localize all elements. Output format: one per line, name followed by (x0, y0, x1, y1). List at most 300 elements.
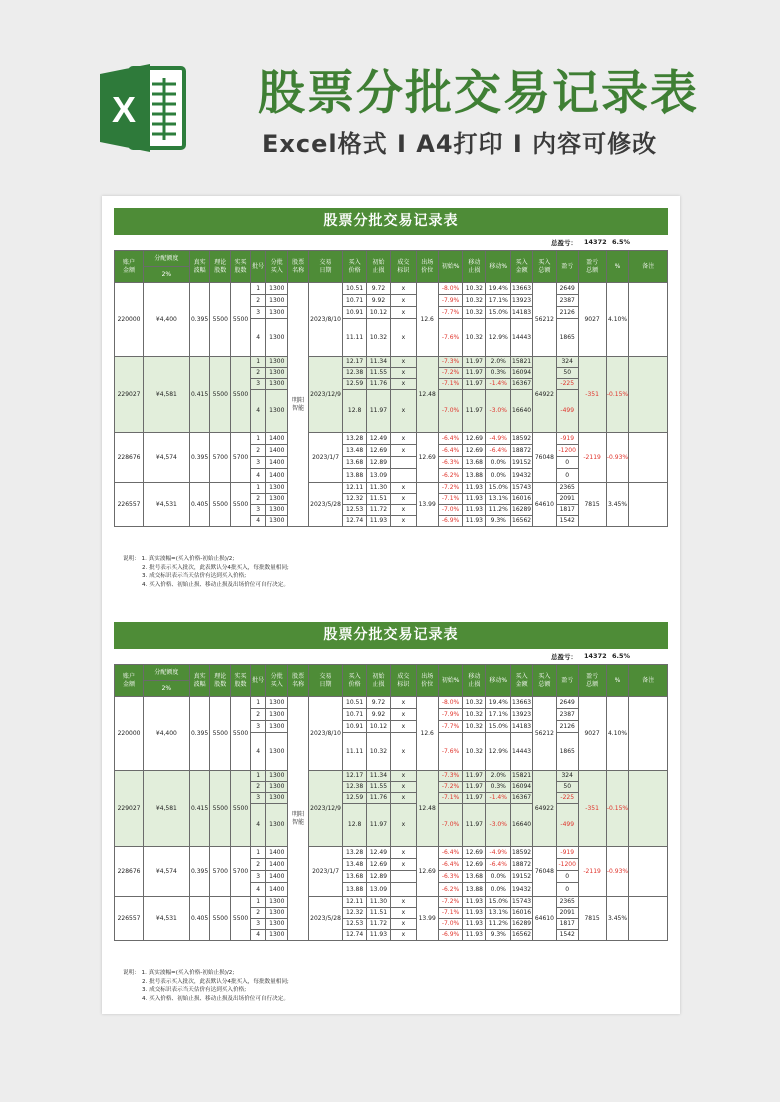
initial-pct-cell: -6.4% (438, 847, 463, 859)
moving-stop-cell: 11.97 (463, 357, 486, 368)
buy-price-cell: 12.17 (343, 357, 367, 368)
column-header: 2% (144, 267, 190, 283)
column-header: 出场 价位 (416, 251, 438, 283)
buy-amount-cell: 18592 (511, 433, 533, 445)
column-header: 实买 股数 (231, 665, 251, 697)
profit-cell: 50 (556, 782, 578, 793)
buy-amount-cell: 14443 (511, 733, 533, 771)
batch-qty-cell: 1300 (266, 494, 288, 505)
initial-pct-cell: -7.0% (438, 390, 463, 433)
total-profit-row (114, 651, 668, 663)
initial-pct-cell: -7.9% (438, 709, 463, 721)
column-header: 买入 总额 (532, 251, 556, 283)
initial-stop-cell: 13.09 (367, 469, 391, 483)
moving-pct-cell: 19.4% (486, 283, 511, 295)
column-header: 移动% (486, 665, 511, 697)
actual-shares-cell: 5500 (231, 357, 251, 433)
profit-cell: 2649 (556, 283, 578, 295)
initial-stop-cell: 12.89 (367, 871, 391, 883)
buy-price-cell: 12.74 (343, 516, 367, 527)
initial-pct-cell: -7.2% (438, 483, 463, 494)
moving-pct-cell: 0.0% (486, 883, 511, 897)
moving-stop-cell: 11.93 (463, 494, 486, 505)
buy-amount-cell: 15821 (511, 357, 533, 368)
exit-price-cell: 13.99 (416, 483, 438, 527)
fill-flag-cell: x (390, 368, 416, 379)
buy-amount-cell: 14183 (511, 721, 533, 733)
column-header: 移动% (486, 251, 511, 283)
alloc-cell: ¥4,581 (144, 357, 190, 433)
moving-stop-cell: 11.93 (463, 505, 486, 516)
buy-amount-cell: 18592 (511, 847, 533, 859)
initial-stop-cell: 11.30 (367, 897, 391, 908)
column-header: 盈亏 总额 (578, 665, 606, 697)
buy-amount-cell: 15743 (511, 483, 533, 494)
profit-cell: 2091 (556, 908, 578, 919)
moving-pct-cell: 15.0% (486, 897, 511, 908)
alloc-cell: ¥4,574 (144, 847, 190, 897)
atr-cell: 0.395 (189, 433, 210, 483)
moving-stop-cell: 10.32 (463, 307, 486, 319)
alloc-cell: ¥4,531 (144, 483, 190, 527)
profit-cell: 0 (556, 883, 578, 897)
profit-total-cell: 7815 (578, 483, 606, 527)
fill-flag-cell: x (390, 390, 416, 433)
moving-pct-cell: -6.4% (486, 445, 511, 457)
initial-pct-cell: -6.9% (438, 516, 463, 527)
moving-pct-cell: 12.9% (486, 319, 511, 357)
profit-pct-cell: -0.15% (606, 771, 629, 847)
initial-stop-cell: 9.72 (367, 283, 391, 295)
buy-total-cell: 64610 (532, 483, 556, 527)
fill-flag-cell: x (390, 295, 416, 307)
buy-amount-cell: 16367 (511, 793, 533, 804)
moving-stop-cell: 10.32 (463, 721, 486, 733)
profit-cell: 1865 (556, 319, 578, 357)
initial-stop-cell: 11.76 (367, 379, 391, 390)
fill-flag-cell: x (390, 445, 416, 457)
buy-total-cell: 56212 (532, 283, 556, 357)
trade-date-cell: 2023/12/9 (308, 771, 342, 847)
fill-flag-cell (390, 457, 416, 469)
moving-pct-cell: 0.3% (486, 782, 511, 793)
buy-price-cell: 10.51 (343, 283, 367, 295)
account-cell: 220000 (115, 283, 144, 357)
remark-cell (629, 357, 668, 433)
batch-no-cell: 4 (250, 930, 266, 941)
actual-shares-cell: 5500 (231, 483, 251, 527)
document-page (102, 196, 680, 1014)
initial-pct-cell: -7.0% (438, 804, 463, 847)
buy-amount-cell: 18872 (511, 445, 533, 457)
theory-shares-cell: 5500 (210, 283, 231, 357)
atr-cell: 0.395 (189, 697, 210, 771)
initial-stop-cell: 12.89 (367, 457, 391, 469)
buy-price-cell: 13.28 (343, 433, 367, 445)
fill-flag-cell (390, 469, 416, 483)
initial-pct-cell: -7.1% (438, 494, 463, 505)
total-profit-label: 总盈亏： (551, 239, 577, 247)
initial-stop-cell: 9.72 (367, 697, 391, 709)
batch-no-cell: 3 (250, 871, 266, 883)
column-header: 账户 金额 (115, 665, 144, 697)
initial-stop-cell: 12.69 (367, 859, 391, 871)
batch-no-cell: 3 (250, 505, 266, 516)
batch-qty-cell: 1300 (266, 804, 288, 847)
initial-pct-cell: -7.1% (438, 908, 463, 919)
moving-stop-cell: 12.69 (463, 859, 486, 871)
batch-no-cell: 2 (250, 445, 266, 457)
exit-price-cell: 13.99 (416, 897, 438, 941)
column-header: 股票 名称 (288, 251, 309, 283)
column-header: 股票 名称 (288, 665, 309, 697)
profit-pct-cell: -0.93% (606, 433, 629, 483)
theory-shares-cell: 5500 (210, 897, 231, 941)
moving-stop-cell: 10.32 (463, 709, 486, 721)
batch-no-cell: 2 (250, 908, 266, 919)
moving-pct-cell: 9.3% (486, 516, 511, 527)
fill-flag-cell: x (390, 919, 416, 930)
initial-stop-cell: 11.34 (367, 357, 391, 368)
note-line: 说明： 1. 真实波幅=(买入价格-初始止损)/2; (123, 970, 235, 976)
fill-flag-cell (390, 871, 416, 883)
column-header: 账户 金额 (115, 251, 144, 283)
moving-pct-cell: 0.0% (486, 469, 511, 483)
batch-no-cell: 3 (250, 919, 266, 930)
buy-total-cell: 56212 (532, 697, 556, 771)
buy-price-cell: 10.71 (343, 709, 367, 721)
batch-qty-cell: 1300 (266, 771, 288, 782)
alloc-cell: ¥4,400 (144, 697, 190, 771)
batch-qty-cell: 1400 (266, 847, 288, 859)
moving-stop-cell: 10.32 (463, 697, 486, 709)
moving-pct-cell: 11.2% (486, 505, 511, 516)
column-header: 真实 波幅 (189, 665, 210, 697)
header (0, 0, 780, 180)
remark-cell (629, 283, 668, 357)
buy-price-cell: 12.38 (343, 782, 367, 793)
profit-cell: 2365 (556, 897, 578, 908)
buy-amount-cell: 16367 (511, 379, 533, 390)
batch-qty-cell: 1300 (266, 319, 288, 357)
fill-flag-cell: x (390, 782, 416, 793)
moving-stop-cell: 11.97 (463, 390, 486, 433)
alloc-cell: ¥4,400 (144, 283, 190, 357)
buy-price-cell: 10.51 (343, 697, 367, 709)
fill-flag-cell: x (390, 859, 416, 871)
batch-no-cell: 1 (250, 483, 266, 494)
initial-stop-cell: 9.92 (367, 709, 391, 721)
exit-price-cell: 12.6 (416, 697, 438, 771)
trade-date-cell: 2023/12/9 (308, 357, 342, 433)
moving-stop-cell: 10.32 (463, 319, 486, 357)
theory-shares-cell: 5500 (210, 771, 231, 847)
moving-stop-cell: 10.32 (463, 295, 486, 307)
batch-qty-cell: 1300 (266, 697, 288, 709)
theory-shares-cell: 5700 (210, 433, 231, 483)
moving-pct-cell: 0.3% (486, 368, 511, 379)
buy-amount-cell: 16289 (511, 505, 533, 516)
buy-price-cell: 11.11 (343, 733, 367, 771)
moving-stop-cell: 11.93 (463, 483, 486, 494)
profit-cell: 2091 (556, 494, 578, 505)
batch-no-cell: 1 (250, 433, 266, 445)
stock-name-cell: 明阳 智能 (288, 697, 309, 941)
batch-qty-cell: 1300 (266, 283, 288, 295)
column-header: 初始% (438, 665, 463, 697)
moving-pct-cell: 9.3% (486, 930, 511, 941)
table-row (115, 283, 668, 295)
trade-date-cell: 2023/8/10 (308, 283, 342, 357)
note-line: 3. 成交标识表示当天估价有达到买入价格; (142, 987, 247, 994)
remark-cell (629, 847, 668, 897)
initial-stop-cell: 11.97 (367, 390, 391, 433)
batch-qty-cell: 1300 (266, 793, 288, 804)
sheet-title: 股票分批交易记录表 (114, 622, 668, 649)
batch-no-cell: 1 (250, 283, 266, 295)
trade-date-cell: 2023/8/10 (308, 697, 342, 771)
column-header: 备注 (629, 665, 668, 697)
initial-stop-cell: 11.34 (367, 771, 391, 782)
batch-no-cell: 1 (250, 847, 266, 859)
excel-icon (100, 62, 188, 154)
buy-amount-cell: 19432 (511, 883, 533, 897)
batch-qty-cell: 1400 (266, 859, 288, 871)
column-header: 成交 标识 (390, 665, 416, 697)
table-row (115, 847, 668, 859)
page-title: 股票分批交易记录表 (258, 66, 699, 121)
column-header: 批号 (250, 251, 266, 283)
profit-pct-cell: -0.93% (606, 847, 629, 897)
moving-pct-cell: 0.0% (486, 871, 511, 883)
buy-amount-cell: 16016 (511, 494, 533, 505)
column-header: 初始% (438, 251, 463, 283)
profit-cell: -225 (556, 793, 578, 804)
buy-price-cell: 13.48 (343, 859, 367, 871)
moving-stop-cell: 13.88 (463, 883, 486, 897)
moving-pct-cell: 11.2% (486, 919, 511, 930)
actual-shares-cell: 5500 (231, 697, 251, 771)
alloc-cell: ¥4,574 (144, 433, 190, 483)
trade-date-cell: 2023/1/7 (308, 433, 342, 483)
moving-stop-cell: 11.97 (463, 782, 486, 793)
initial-stop-cell: 12.69 (367, 445, 391, 457)
theory-shares-cell: 5700 (210, 847, 231, 897)
account-cell: 229027 (115, 357, 144, 433)
actual-shares-cell: 5500 (231, 897, 251, 941)
batch-qty-cell: 1300 (266, 721, 288, 733)
actual-shares-cell: 5500 (231, 283, 251, 357)
notes (123, 555, 289, 589)
column-header: % (606, 251, 629, 283)
buy-price-cell: 12.53 (343, 919, 367, 930)
column-header: 真实 波幅 (189, 251, 210, 283)
remark-cell (629, 433, 668, 483)
batch-no-cell: 1 (250, 897, 266, 908)
profit-total-cell: 9027 (578, 283, 606, 357)
remark-cell (629, 483, 668, 527)
moving-pct-cell: -6.4% (486, 859, 511, 871)
moving-pct-cell: 15.0% (486, 483, 511, 494)
buy-amount-cell: 18872 (511, 859, 533, 871)
initial-pct-cell: -7.7% (438, 307, 463, 319)
batch-no-cell: 4 (250, 516, 266, 527)
moving-pct-cell: 13.1% (486, 908, 511, 919)
profit-cell: 2649 (556, 697, 578, 709)
table-row (115, 433, 668, 445)
table-row (115, 897, 668, 908)
initial-stop-cell: 10.32 (367, 733, 391, 771)
initial-pct-cell: -7.1% (438, 379, 463, 390)
initial-stop-cell: 12.49 (367, 433, 391, 445)
initial-pct-cell: -7.6% (438, 733, 463, 771)
buy-total-cell: 64610 (532, 897, 556, 941)
note-line: 4. 买入价格、初始止损、移动止损及出场价位可自行决定。 (142, 581, 289, 588)
buy-amount-cell: 13663 (511, 283, 533, 295)
moving-stop-cell: 11.97 (463, 771, 486, 782)
buy-amount-cell: 16640 (511, 804, 533, 847)
moving-stop-cell: 13.68 (463, 457, 486, 469)
fill-flag-cell: x (390, 307, 416, 319)
fill-flag-cell: x (390, 494, 416, 505)
note-line: 2. 批号表示买入批次，此表默认分4批买入，每批数量相同; (142, 978, 289, 985)
initial-pct-cell: -7.0% (438, 919, 463, 930)
column-header: 盈亏 (556, 251, 578, 283)
batch-no-cell: 2 (250, 782, 266, 793)
actual-shares-cell: 5700 (231, 847, 251, 897)
fill-flag-cell: x (390, 733, 416, 771)
theory-shares-cell: 5500 (210, 483, 231, 527)
moving-pct-cell: -4.9% (486, 433, 511, 445)
buy-total-cell: 64922 (532, 771, 556, 847)
batch-qty-cell: 1300 (266, 295, 288, 307)
batch-no-cell: 2 (250, 295, 266, 307)
batch-qty-cell: 1300 (266, 709, 288, 721)
initial-stop-cell: 11.55 (367, 368, 391, 379)
column-header: 盈亏 (556, 665, 578, 697)
trade-date-cell: 2023/1/7 (308, 847, 342, 897)
initial-stop-cell: 11.97 (367, 804, 391, 847)
initial-stop-cell: 11.72 (367, 505, 391, 516)
stock-name-cell: 明阳 智能 (288, 283, 309, 527)
initial-stop-cell: 9.92 (367, 295, 391, 307)
initial-stop-cell: 11.76 (367, 793, 391, 804)
initial-pct-cell: -7.1% (438, 793, 463, 804)
batch-qty-cell: 1300 (266, 516, 288, 527)
trade-table (114, 250, 668, 527)
buy-price-cell: 12.53 (343, 505, 367, 516)
moving-stop-cell: 12.69 (463, 847, 486, 859)
batch-qty-cell: 1400 (266, 871, 288, 883)
account-cell: 226557 (115, 483, 144, 527)
column-header: 2% (144, 681, 190, 697)
profit-cell: 1542 (556, 930, 578, 941)
column-header: 买入 总额 (532, 665, 556, 697)
moving-pct-cell: 12.9% (486, 733, 511, 771)
total-profit-label: 总盈亏： (551, 653, 577, 661)
initial-stop-cell: 11.72 (367, 919, 391, 930)
actual-shares-cell: 5700 (231, 433, 251, 483)
batch-qty-cell: 1300 (266, 505, 288, 516)
batch-no-cell: 4 (250, 733, 266, 771)
buy-price-cell: 13.88 (343, 469, 367, 483)
batch-qty-cell: 1400 (266, 457, 288, 469)
buy-amount-cell: 14183 (511, 307, 533, 319)
batch-no-cell: 4 (250, 804, 266, 847)
trade-date-cell: 2023/5/28 (308, 483, 342, 527)
batch-qty-cell: 1300 (266, 379, 288, 390)
moving-stop-cell: 11.97 (463, 804, 486, 847)
buy-price-cell: 12.8 (343, 390, 367, 433)
buy-total-cell: 76048 (532, 433, 556, 483)
initial-pct-cell: -7.6% (438, 319, 463, 357)
batch-no-cell: 1 (250, 697, 266, 709)
alloc-cell: ¥4,531 (144, 897, 190, 941)
fill-flag-cell: x (390, 283, 416, 295)
initial-pct-cell: -7.2% (438, 782, 463, 793)
initial-stop-cell: 11.55 (367, 782, 391, 793)
account-cell: 228676 (115, 847, 144, 897)
profit-cell: 2387 (556, 295, 578, 307)
profit-cell: 324 (556, 771, 578, 782)
profit-cell: 1817 (556, 505, 578, 516)
moving-stop-cell: 11.93 (463, 908, 486, 919)
moving-stop-cell: 10.32 (463, 733, 486, 771)
svg-text:X: X (111, 89, 137, 130)
buy-amount-cell: 13663 (511, 697, 533, 709)
batch-no-cell: 3 (250, 307, 266, 319)
batch-no-cell: 3 (250, 379, 266, 390)
account-cell: 226557 (115, 897, 144, 941)
moving-stop-cell: 13.88 (463, 469, 486, 483)
initial-pct-cell: -7.3% (438, 771, 463, 782)
moving-pct-cell: 15.0% (486, 721, 511, 733)
theory-shares-cell: 5500 (210, 697, 231, 771)
sheet-title: 股票分批交易记录表 (114, 208, 668, 235)
moving-pct-cell: 0.0% (486, 457, 511, 469)
moving-pct-cell: 17.1% (486, 709, 511, 721)
profit-cell: 2126 (556, 307, 578, 319)
column-header: 交易 日期 (308, 251, 342, 283)
profit-cell: 324 (556, 357, 578, 368)
note-line: 4. 买入价格、初始止损、移动止损及出场价位可自行决定。 (142, 995, 289, 1002)
fill-flag-cell: x (390, 357, 416, 368)
remark-cell (629, 771, 668, 847)
buy-amount-cell: 16094 (511, 782, 533, 793)
initial-pct-cell: -7.0% (438, 505, 463, 516)
column-header: 买入 金额 (511, 251, 533, 283)
moving-stop-cell: 11.93 (463, 897, 486, 908)
batch-no-cell: 3 (250, 457, 266, 469)
buy-amount-cell: 19152 (511, 457, 533, 469)
moving-pct-cell: 2.0% (486, 771, 511, 782)
fill-flag-cell: x (390, 433, 416, 445)
initial-stop-cell: 11.93 (367, 516, 391, 527)
buy-price-cell: 12.11 (343, 897, 367, 908)
initial-pct-cell: -6.9% (438, 930, 463, 941)
profit-cell: 0 (556, 871, 578, 883)
fill-flag-cell: x (390, 483, 416, 494)
trade-table (114, 664, 668, 941)
alloc-cell: ¥4,581 (144, 771, 190, 847)
buy-price-cell: 10.71 (343, 295, 367, 307)
buy-price-cell: 13.48 (343, 445, 367, 457)
atr-cell: 0.405 (189, 483, 210, 527)
initial-pct-cell: -7.2% (438, 368, 463, 379)
initial-stop-cell: 10.32 (367, 319, 391, 357)
exit-price-cell: 12.6 (416, 283, 438, 357)
moving-stop-cell: 11.97 (463, 379, 486, 390)
